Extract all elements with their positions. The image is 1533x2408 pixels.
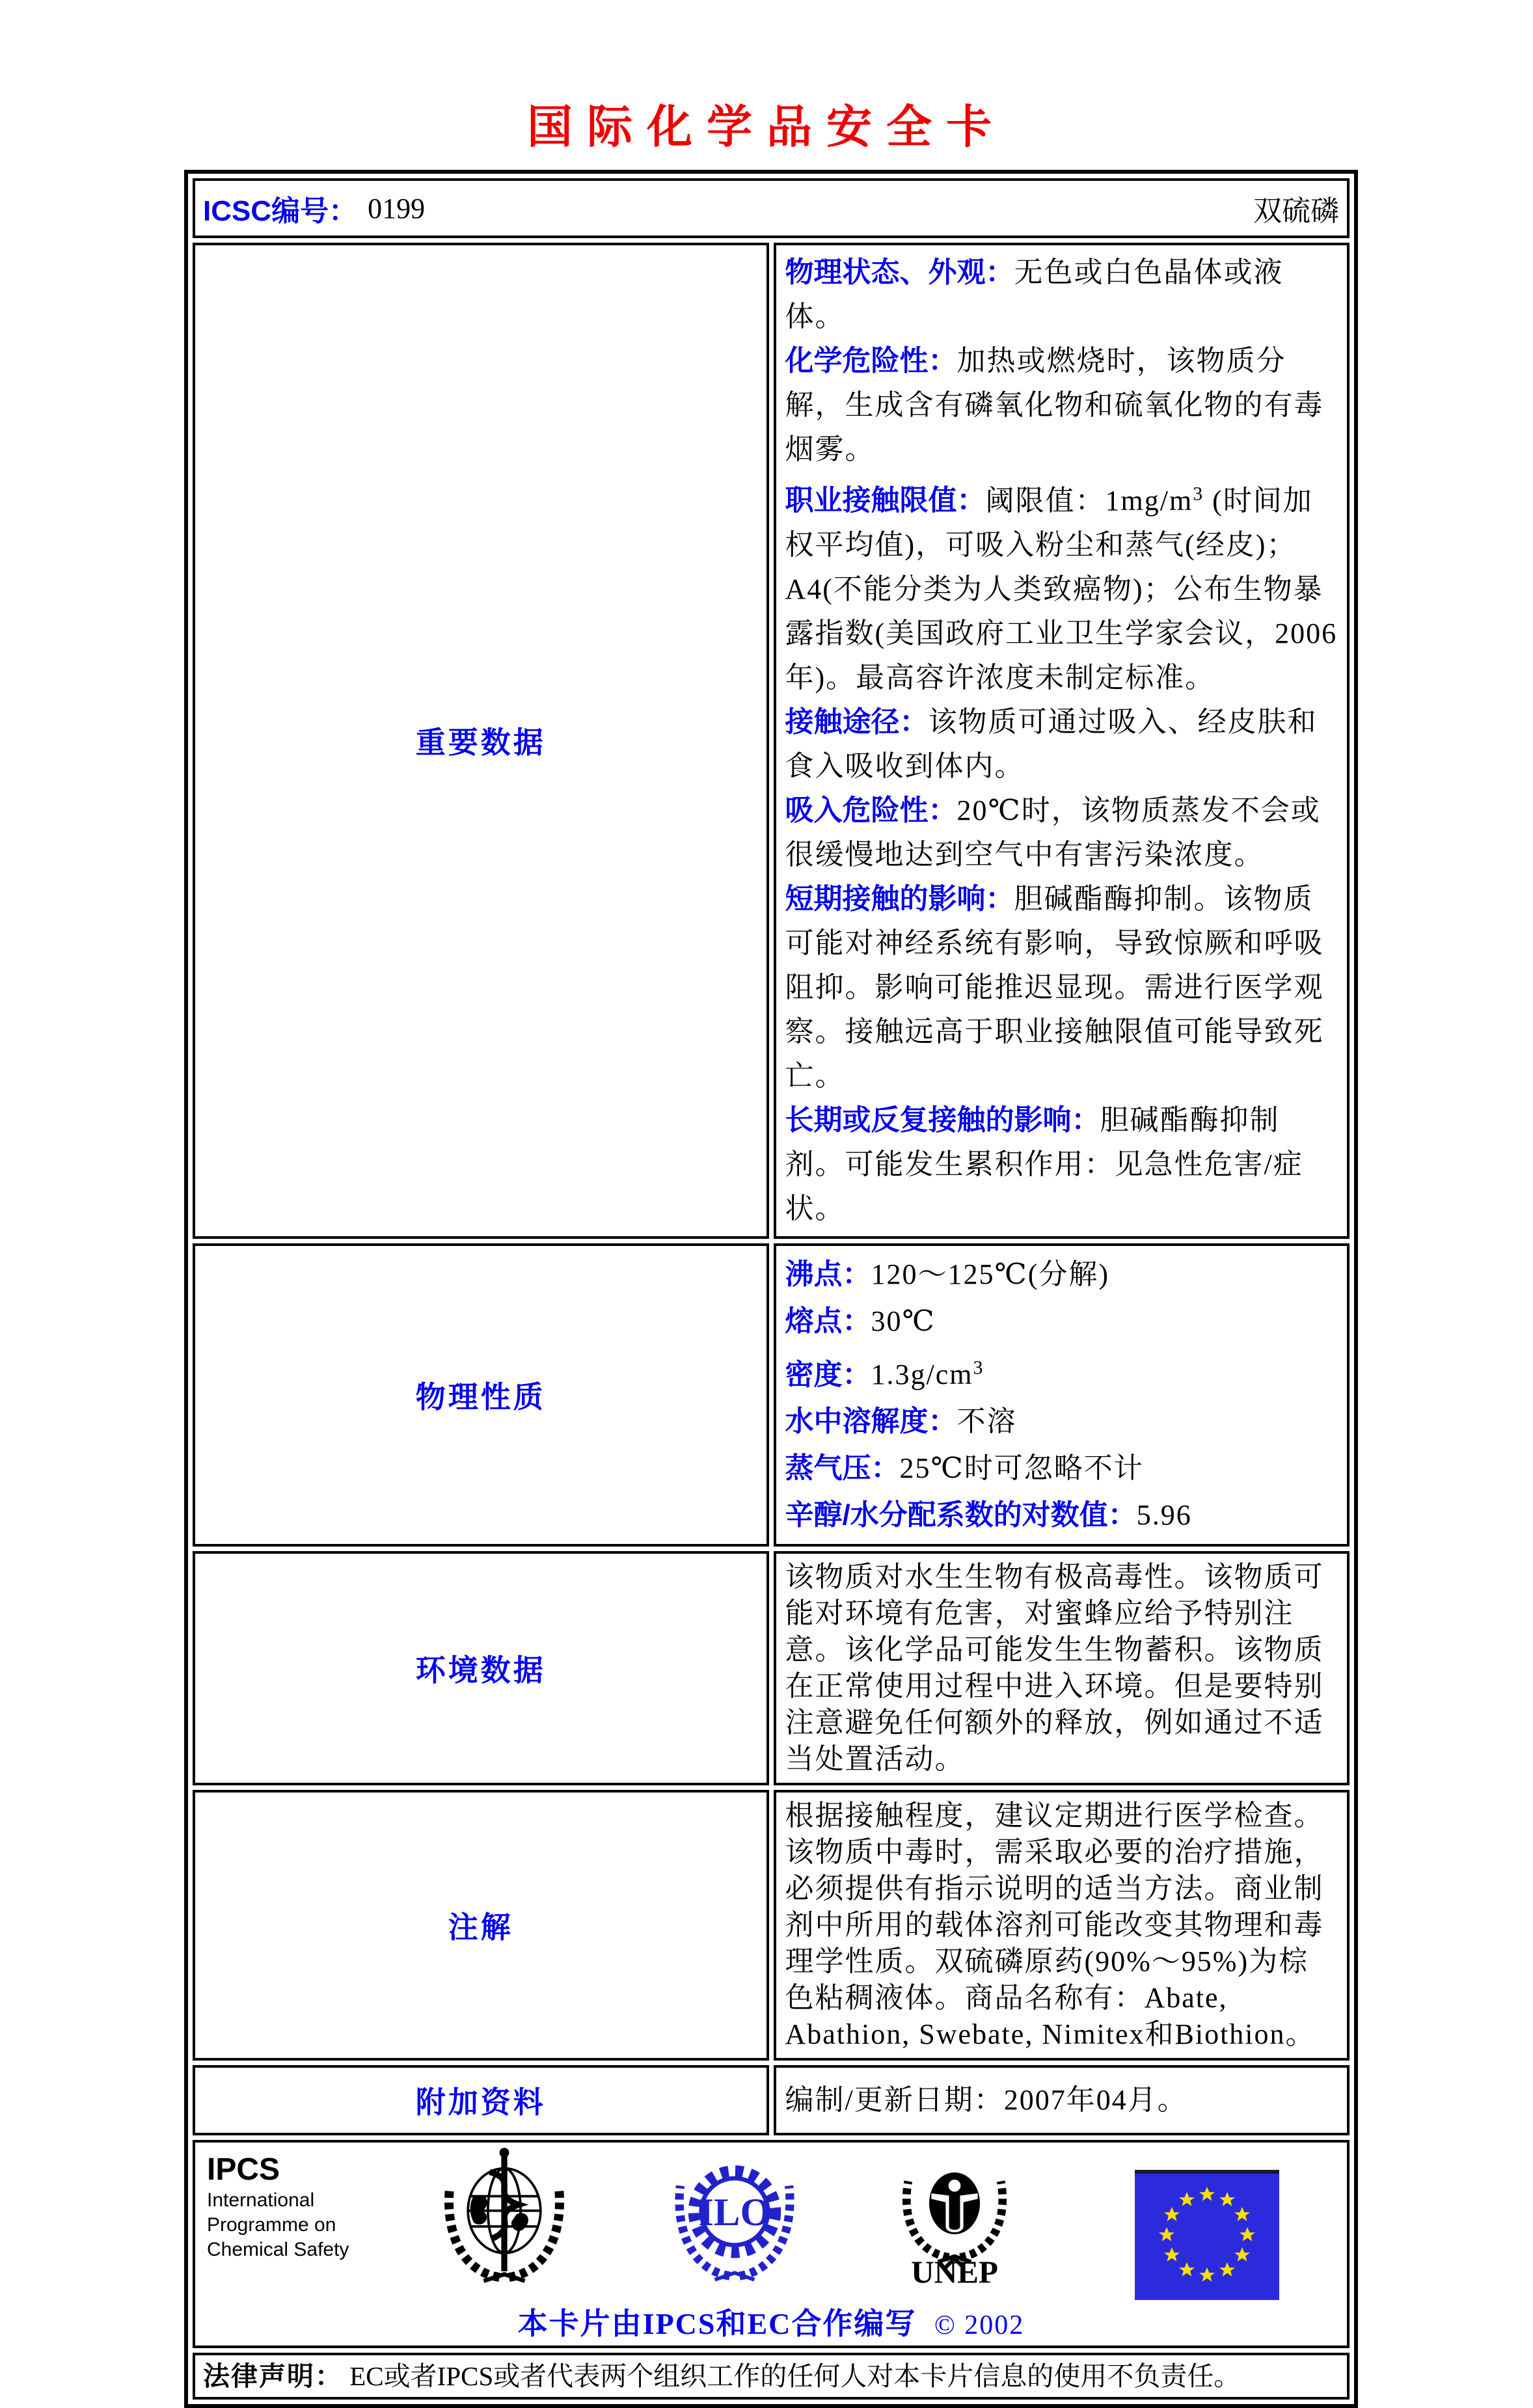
ipcs-line-3: Chemical Safety bbox=[207, 2239, 349, 2261]
legal-notice-cell bbox=[193, 2353, 1350, 2400]
section-label-important: 重要数据 bbox=[193, 243, 769, 1239]
ipcs-line-2: Programme on bbox=[207, 2214, 336, 2236]
section-label-additional: 附加资料 bbox=[193, 2065, 769, 2135]
ipcs-acronym: IPCS bbox=[207, 2152, 280, 2187]
item-label: 化学危险性： bbox=[785, 345, 957, 377]
legal-notice-row bbox=[193, 2353, 1350, 2400]
property-item bbox=[785, 1445, 1338, 1492]
icsc-number-label: ICSC编号： bbox=[203, 195, 358, 227]
item-label: 熔点： bbox=[785, 1305, 871, 1337]
property-item bbox=[785, 1345, 1338, 1399]
logo-strip bbox=[202, 2145, 1340, 2300]
additional-info-row bbox=[193, 2065, 1350, 2135]
legal-notice-text: EC或者IPCS或者代表两个组织工作的任何人对本卡片信息的使用不负责任。 bbox=[349, 2361, 1241, 2392]
environmental-data-text: 该物质对水生生物有极高毒性。该物质可能对环境有危害，对蜜蜂应给予特别注意。该化学品可能发生生物蓄积。该物质在正常使用过程中进入环境。但是要特别注意避免任何额外的释放，例如通过不适当处置活动。 bbox=[785, 1561, 1324, 1776]
property-item bbox=[785, 700, 1338, 789]
physical-items bbox=[785, 1251, 1338, 1539]
additional-info-content bbox=[774, 2065, 1350, 2135]
additional-info-text: 编制/更新日期：2007年04月。 bbox=[785, 2084, 1187, 2117]
item-text: 不溶 bbox=[956, 1405, 1017, 1438]
item-label: 水中溶解度： bbox=[785, 1405, 957, 1438]
item-text: 30℃ bbox=[871, 1305, 936, 1337]
unep-logo-icon bbox=[899, 2150, 1010, 2288]
property-item bbox=[785, 339, 1338, 472]
item-text: 25℃时可忽略不计 bbox=[899, 1452, 1144, 1485]
eu-flag-icon bbox=[1135, 2170, 1279, 2300]
important-data-content bbox=[774, 243, 1350, 1239]
caption-text: 本卡片由IPCS和EC合作编写 bbox=[517, 2307, 917, 2341]
important-data-row bbox=[193, 243, 1350, 1239]
section-label-physical: 物理性质 bbox=[193, 1243, 769, 1547]
header-cell bbox=[193, 178, 1350, 238]
footer-row bbox=[193, 2140, 1350, 2348]
property-item bbox=[785, 472, 1338, 700]
header-row bbox=[193, 178, 1350, 238]
item-label: 辛醇/水分配系数的对数值： bbox=[785, 1499, 1137, 1532]
legal-notice-label: 法律声明： bbox=[203, 2361, 343, 2392]
physical-properties-content bbox=[774, 1243, 1350, 1547]
notes-text: 根据接触程度，建议定期进行医学检查。该物质中毒时，需采取必要的治疗措施，必须提供有指示说明的适当方法。商业制剂中所用的载体溶剂可能改变其物理和毒理学性质。双硫磷原药(90%～95%)为棕色粘稠液体。商品名称有：Abate, Abathion, Swebate, Nimitex和Biothion。 bbox=[785, 1800, 1324, 2051]
item-text: 5.96 bbox=[1136, 1499, 1192, 1532]
item-label: 接触途径： bbox=[785, 705, 929, 738]
footer-cell bbox=[193, 2140, 1350, 2348]
item-text: 阈限值：$1mg/m^3$ (时间加权平均值)，可吸入粉尘和蒸气(经皮)；A4(不能分类为人类致癌物)；公布生物暴露指数(美国政府工业卫生学家会议，2006年)。最高容许浓度未制定标准。 bbox=[785, 483, 1338, 694]
property-item bbox=[785, 789, 1338, 877]
footer-caption bbox=[202, 2300, 1340, 2343]
unep-letters: UNEP bbox=[911, 2254, 998, 2290]
item-text: 胆碱酯酶抑制。该物质可能对神经系统有影响，导致惊厥和呼吸阻抑。影响可能推迟显现。需进行医学观察。接触远高于职业接触限值可能导致死亡。 bbox=[785, 882, 1324, 1092]
item-label: 蒸气压： bbox=[785, 1452, 900, 1485]
property-item bbox=[785, 1251, 1338, 1298]
physical-properties-row bbox=[193, 1243, 1350, 1547]
item-label: 密度： bbox=[785, 1359, 871, 1391]
caption-copyright: © 2002 bbox=[934, 2310, 1025, 2341]
icsc-number-value: 0199 bbox=[368, 192, 426, 224]
who-logo-icon bbox=[444, 2148, 565, 2296]
ipcs-text-block bbox=[207, 2152, 393, 2262]
ilo-letters: ILO bbox=[698, 2191, 771, 2235]
ipcs-line-1: International bbox=[207, 2189, 315, 2212]
item-label: 吸入危险性： bbox=[785, 794, 957, 826]
icsc-document-page bbox=[0, 103, 1533, 2392]
section-label-environment: 环境数据 bbox=[193, 1551, 769, 1785]
property-item bbox=[785, 1098, 1338, 1231]
item-label: 长期或反复接触的影响： bbox=[785, 1103, 1100, 1136]
chemical-name: 双硫磷 bbox=[1253, 195, 1339, 227]
item-text: 20℃时，该物质蒸发不会或很缓慢地达到空气中有害污染浓度。 bbox=[785, 794, 1321, 871]
page-title: 国际化学品安全卡 bbox=[527, 103, 1006, 153]
ilo-logo-icon bbox=[673, 2149, 796, 2293]
item-text: 该物质可通过吸入、经皮肤和食入吸收到体内。 bbox=[785, 705, 1318, 782]
environmental-data-content bbox=[774, 1551, 1350, 1785]
item-text: 胆碱酯酶抑制剂。可能发生累积作用：见急性危害/症状。 bbox=[785, 1103, 1303, 1224]
item-label: 物理状态、外观： bbox=[785, 256, 1014, 288]
property-item bbox=[785, 1298, 1338, 1345]
item-label: 短期接触的影响： bbox=[785, 882, 1014, 915]
notes-content bbox=[774, 1790, 1350, 2061]
item-text: 无色或白色晶体或液体。 bbox=[785, 256, 1284, 332]
environmental-data-row bbox=[193, 1551, 1350, 1785]
item-text: 120～125℃(分解) bbox=[871, 1258, 1110, 1290]
property-item bbox=[785, 877, 1338, 1098]
icsc-number-group bbox=[203, 187, 425, 229]
item-text: 加热或燃烧时，该物质分解，生成含有磷氧化物和硫氧化物的有毒烟雾。 bbox=[785, 345, 1324, 465]
important-items bbox=[785, 250, 1338, 1231]
item-label: 沸点： bbox=[785, 1258, 871, 1290]
property-item bbox=[785, 250, 1338, 339]
property-item bbox=[785, 1492, 1338, 1539]
section-label-notes: 注解 bbox=[193, 1790, 769, 2061]
item-text: $1.3g/cm^3$ bbox=[871, 1357, 984, 1391]
item-label: 职业接触限值： bbox=[785, 484, 986, 517]
icsc-card-table bbox=[184, 170, 1358, 2408]
notes-row bbox=[193, 1790, 1350, 2061]
property-item bbox=[785, 1398, 1338, 1445]
